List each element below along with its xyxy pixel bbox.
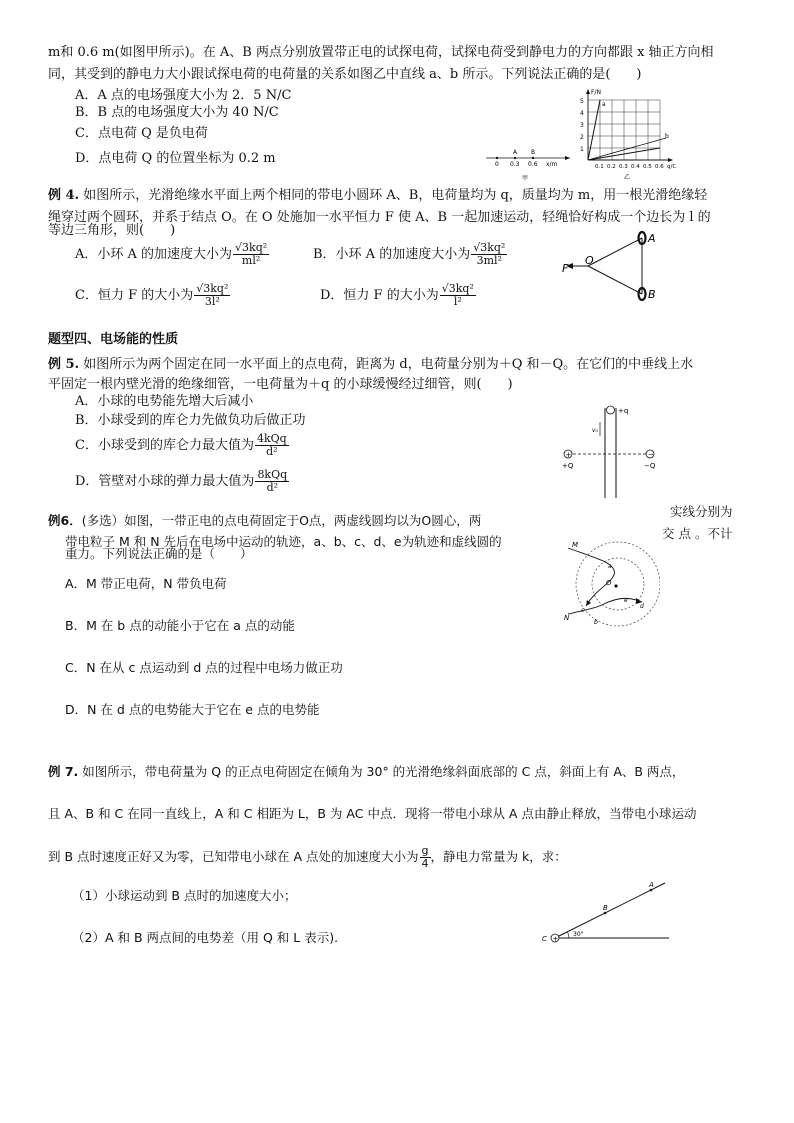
ex5-option-d-fraction: $\frac{\text{8kQq}}{\text{d²}}$: [257, 468, 288, 494]
q3-figure-yi: [572, 86, 684, 182]
ex7-question-2: （2）A 和 B 两点间的电势差（用 Q 和 L 表示).: [72, 930, 339, 945]
q3-yi-xtick-04: 0.4: [631, 164, 640, 170]
ex4-option-b-fraction: $\frac{\text{√3kq²}}{\text{3ml²}}$: [473, 241, 506, 267]
svg-text:+: +: [552, 935, 559, 943]
ex6-fig-n: N: [564, 614, 570, 622]
ex5-fig-neg-q: −Q: [644, 462, 656, 470]
q3-intro-line2: 同，其受到的静电力大小跟试探电荷的电荷量的关系如图乙中直线 a、b 所示。下列说法正确的是( ): [48, 67, 642, 82]
ex5-line1: 例 5. 如图所示为两个固定在同一水平面上的点电荷，距离为 d，电荷量分别为＋Q 和－Q。在它们的中垂线上水: [48, 357, 694, 372]
q3-intro-line1: m和 0.6 m(如图甲所示)。在 A、B 两点分别放置带正电的试探电荷，试探电荷受到静电力的方向都跟 x 轴正方向相: [48, 45, 714, 60]
q3-yi-xtick-01: 0.1: [595, 164, 604, 170]
ex6-option-a: A．M 带正电荷，N 带负电荷: [65, 576, 227, 591]
ex5-fig-q: +q: [618, 407, 629, 415]
ex4-option-c-fraction: $\frac{\text{√3kq²}}{\text{3l²}}$: [196, 282, 229, 308]
q3-option-b: B．B 点的电场强度大小为 40 N/C: [75, 105, 279, 120]
ex6-line2: 带电粒子 M 和 N 先后在电场中运动的轨迹，a、b、c、d、e为轨迹和虚线圆的: [65, 534, 502, 549]
ex7-figure: [535, 875, 675, 950]
q3-yi-xtick-05: 0.5: [643, 164, 652, 170]
ex7-fig-c: C: [542, 935, 547, 943]
ex7-label: 例 7.: [48, 764, 79, 779]
ex6-fig-c: c: [581, 607, 585, 614]
ex5-option-c-fraction: $\frac{\text{4kQq}}{\text{d²}}$: [256, 432, 287, 458]
ex7-line1: 例 7. 如图所示，带电荷量为 Q 的正点电荷固定在倾角为 30° 的光滑绝缘斜面底部的 C 点，斜面上有 A、B 两点，: [48, 764, 685, 779]
ex4-fig-o: O: [585, 254, 594, 267]
q3-yi-ytick-3: 3: [580, 122, 584, 129]
ex4-option-d-fraction: $\frac{\text{√3kq²}}{\text{l²}}$: [441, 282, 474, 308]
q3-option-d: D．点电荷 Q 的位置坐标为 0.2 m: [75, 151, 276, 166]
ex5-option-d: D．管壁对小球的弹力最大值为 $\frac{\text{8kQq}}{\text{d²}}$: [75, 468, 288, 494]
ex6-option-b: B．M 在 b 点的动能小于它在 a 点的动能: [65, 618, 295, 633]
ex6-line1: 例6．(多选）如图，一带正电的点电荷固定于O点，两虚线圆均以为O圆心，两: [48, 513, 482, 528]
q3-option-c: C．点电荷 Q 是负电荷: [75, 126, 208, 141]
q3-yi-xtick-03: 0.3: [619, 164, 628, 170]
ex5-option-a: A．小球的电势能先增大后减小: [75, 394, 254, 409]
q3-yi-xlabel: q/C: [667, 164, 677, 170]
ex6-option-d: D．N 在 d 点的电势能大于它在 e 点的电势能: [65, 702, 320, 717]
ex6-fig-a: a: [608, 563, 612, 570]
ex6-line3: 重力。下列说法正确的是（ ）: [65, 546, 253, 561]
ex6-fig-m: M: [572, 541, 579, 549]
q3-jia-xlabel: x/m: [546, 161, 558, 168]
q3-jia-tick-06: 0.6: [528, 161, 538, 168]
ex6-fig-e: e: [624, 597, 628, 604]
ex5-line2: 平固定一根内壁光滑的绝缘细管，一电荷量为＋q 的小球缓慢经过细管，则( ): [48, 377, 513, 392]
ex6-label: 例6．: [48, 513, 82, 528]
ex4-line2: 绳穿过两个圆环，并系于结点 O。在 O 处施加一水平恒力 F 使 A、B 一起加速运动，轻绳恰好构成一个边长为 l 的: [48, 210, 711, 225]
q3-yi-ytick-5: 5: [580, 98, 584, 105]
q3-jia-tick-03: 0.3: [510, 161, 520, 168]
ex7-line2: 且 A、B 和 C 在同一直线上，A 和 C 相距为 L，B 为 AC 中点．现将一带电小球从 A 点由静止释放，当带电小球运动: [48, 806, 697, 821]
q3-yi-line-a: a: [602, 101, 606, 108]
ex4-fig-b: B: [648, 288, 656, 301]
ex5-fig-v0: v₀: [592, 427, 598, 434]
q3-yi-ytick-1: 1: [580, 146, 584, 153]
ex4-fig-a: A: [648, 232, 656, 245]
ex5-option-b: B．小球受到的库仑力先做负功后做正功: [75, 413, 306, 428]
svg-text:+: +: [565, 451, 572, 459]
q3-option-a: A．A 点的电场强度大小为 2．5 N/C: [75, 88, 292, 103]
ex4-label: 例 4.: [48, 188, 80, 203]
ex6-fig-b: b: [594, 619, 598, 626]
ex5-fig-pos-q: +Q: [562, 462, 574, 470]
ex4-option-a-fraction: $\frac{\text{√3kq²}}{\text{ml²}}$: [235, 241, 268, 267]
q3-yi-ylabel: F/N: [591, 89, 601, 96]
ex4-figure: [556, 228, 666, 302]
ex4-line1: 例 4. 如图所示，光滑绝缘水平面上两个相同的带电小圆环 A、B，电荷量均为 q，质量均为 m，用一根光滑绝缘轻: [48, 188, 708, 203]
ex5-label: 例 5.: [48, 357, 80, 372]
ex5-figure: [558, 400, 668, 500]
q3-yi-caption: 乙: [624, 174, 631, 181]
ex4-fig-f: F: [562, 262, 569, 275]
ex7-fig-angle: 30°: [573, 931, 584, 938]
ex6-option-c: C．N 在从 c 点运动到 d 点的过程中电场力做正功: [65, 660, 343, 675]
q3-jia-label-b: B: [531, 149, 536, 156]
ex4-option-d: D．恒力 F 的大小为 $\frac{\text{√3kq²}}{\text{l²}}$: [320, 282, 474, 308]
ex6-right-text2: 交 点 。不计: [662, 526, 733, 541]
ex7-line3: 到 B 点时速度正好又为零，已知带电小球在 A 点处的加速度大小为 $\frac{g}{4}$ ，静电力常量为 k，求：: [48, 844, 567, 870]
ex4-option-c: C．恒力 F 的大小为 $\frac{\text{√3kq²}}{\text{3l²}}$: [75, 282, 229, 308]
svg-text:−: −: [648, 450, 654, 459]
ex4-option-a: A．小环 A 的加速度大小为 $\frac{\text{√3kq²}}{\text{ml²}}$: [75, 241, 268, 267]
q3-yi-ytick-2: 2: [580, 134, 584, 141]
q3-yi-xtick-02: 0.2: [607, 164, 616, 170]
ex6-fig-d: d: [640, 603, 644, 610]
q3-jia-label-a: A: [513, 149, 518, 156]
q3-yi-line-b: b: [665, 133, 669, 140]
q3-jia-tick-0: 0: [495, 161, 499, 168]
ex7-fig-a: A: [649, 881, 654, 889]
ex7-fig-b: B: [603, 904, 608, 912]
ex7-fraction-g-over-4: $\frac{g}{4}$: [421, 844, 429, 870]
ex6-figure: [556, 538, 660, 634]
q3-yi-xtick-06: 0.6: [655, 164, 664, 170]
q3-jia-caption: 甲: [522, 175, 529, 182]
ex5-option-c: C．小球受到的库仑力最大值为 $\frac{\text{4kQq}}{\text{d²}}$: [75, 432, 287, 458]
ex4-line3: 等边三角形，则( ): [48, 223, 176, 238]
section4-title: 题型四、电场能的性质: [48, 332, 179, 347]
ex7-question-1: （1）小球运动到 B 点时的加速度大小；: [72, 888, 297, 903]
q3-yi-ytick-4: 4: [580, 110, 584, 117]
ex4-option-b: B．小环 A 的加速度大小为 $\frac{\text{√3kq²}}{\text{3ml²}}$: [313, 241, 506, 267]
ex6-right-text1: 实线分别为: [670, 504, 733, 519]
ex6-fig-o: O: [606, 579, 612, 587]
q3-figure-jia: [484, 140, 574, 182]
